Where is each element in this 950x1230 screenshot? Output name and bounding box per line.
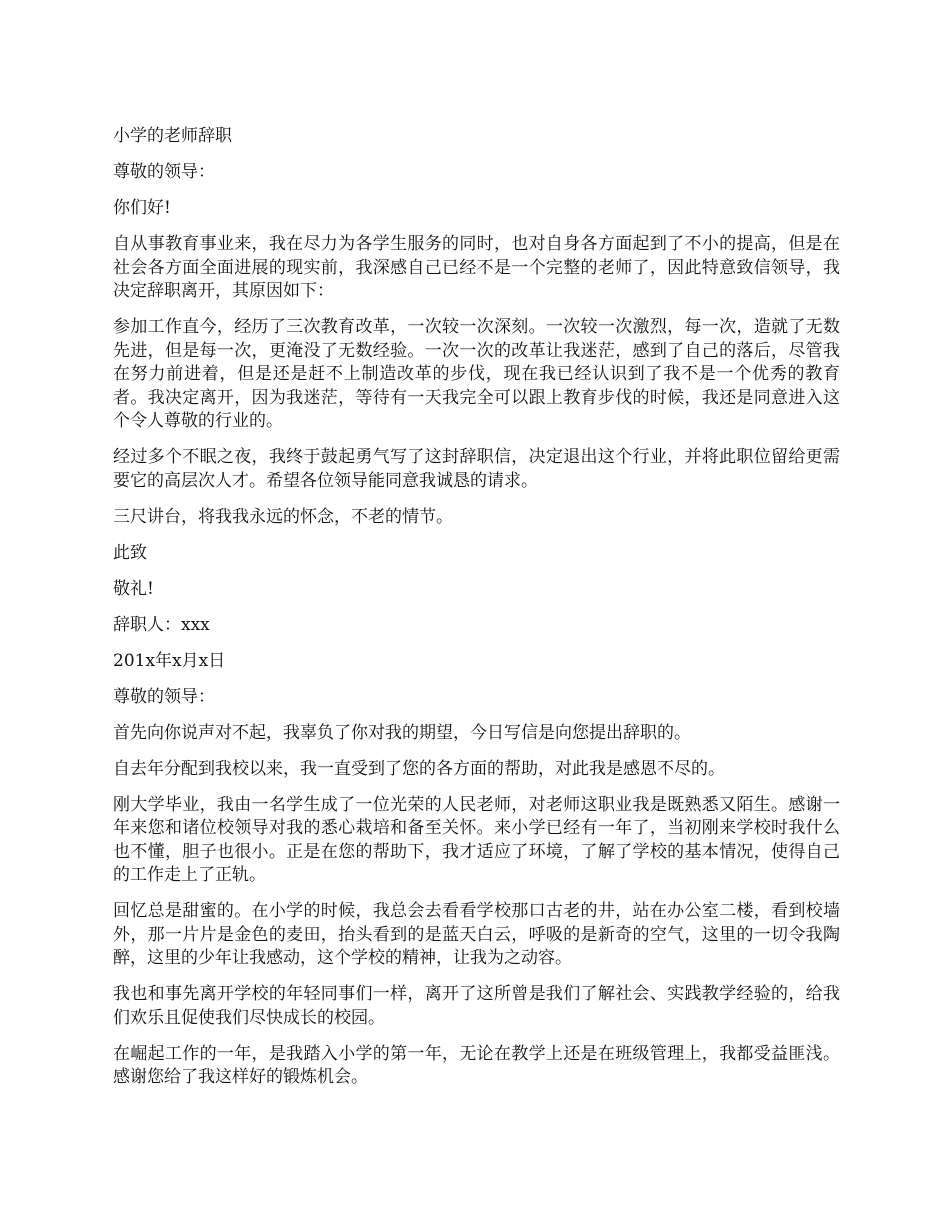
letter1-paragraph-3: 经过多个不眠之夜，我终于鼓起勇气写了这封辞职信，决定退出这个行业，并将此职位留给更需要它的高层次人才。希望各位领导能同意我诚恳的请求。 [113, 447, 840, 491]
letter1-paragraph-1: 自从事教育事业来，我在尽力为各学生服务的同时，也对自身各方面起到了不小的提高，但是在社会各方面全面进展的现实前，我深感自己已经不是一个完整的老师了，因此特意致信领导，我决定辞职离开，其原因如下： [113, 234, 840, 301]
letter1-signature: 辞职人：xxx [113, 614, 210, 635]
document-page [113, 125, 840, 1102]
letter2-paragraph-5: 我也和事先离开学校的年轻同事们一样，离开了这所曾是我们了解社会、实践教学经验的，给我们欢乐且促使我们尽快成长的校园。 [113, 984, 840, 1028]
letter1-paragraph-2: 参加工作直今，经历了三次教育改革，一次较一次深刻。一次较一次激烈，每一次，造就了无数先进，但是每一次，更淹没了无数经验。一次一次的改革让我迷茫，感到了自己的落后，尽管我在努力前进着，但是还是赶不上制造改革的步伐，现在我已经认识到了我不是一个优秀的教育者。我决定离开，因为我迷茫，等待有一天我完全可以跟上教育步伐的时候，我还是同意进入这个令人尊敬的行业的。 [113, 317, 840, 431]
letter1-closing-1: 此致 [113, 542, 147, 563]
letter2-paragraph-3: 刚大学毕业，我由一名学生成了一位光荣的人民老师，对老师这职业我是既熟悉又陌生。感谢一年来您和诸位校领导对我的悉心栽培和备至关怀。来小学已经有一年了，当初刚来学校时我什么也不懂，胆子也很小。正是在您的帮助下，我才适应了环境，了解了学校的基本情况，使得自己的工作走上了正轨。 [113, 794, 840, 885]
letter2-paragraph-2: 自去年分配到我校以来，我一直受到了您的各方面的帮助，对此我是感恩不尽的。 [113, 758, 725, 779]
letter2-salutation: 尊敬的领导： [113, 686, 215, 707]
letter2-paragraph-4: 回忆总是甜蜜的。在小学的时候，我总会去看看学校那口古老的井，站在办公室二楼，看到校墙外，那一片片是金色的麦田，抬头看到的是蓝天白云，呼吸的是新奇的空气，这里的一切令我陶醉，这里的少年让我感动，这个学校的精神，让我为之动容。 [113, 901, 840, 968]
letter2-paragraph-6: 在崛起工作的一年，是我踏入小学的第一年，无论在教学上还是在班级管理上，我都受益匪浅。感谢您给了我这样好的锻炼机会。 [113, 1043, 840, 1087]
letter1-salutation: 尊敬的领导： [113, 162, 215, 182]
letter1-greeting: 你们好! [113, 198, 171, 218]
letter1-date: 201x年x月x日 [113, 650, 226, 671]
letter1-closing-2: 敬礼! [113, 578, 154, 599]
letter2-paragraph-1: 首先向你说声对不起，我辜负了你对我的期望，今日写信是向您提出辞职的。 [113, 722, 691, 743]
letter1-paragraph-4: 三尺讲台，将我我永远的怀念，不老的情节。 [113, 506, 453, 527]
document-title: 小学的老师辞职 [113, 126, 232, 146]
